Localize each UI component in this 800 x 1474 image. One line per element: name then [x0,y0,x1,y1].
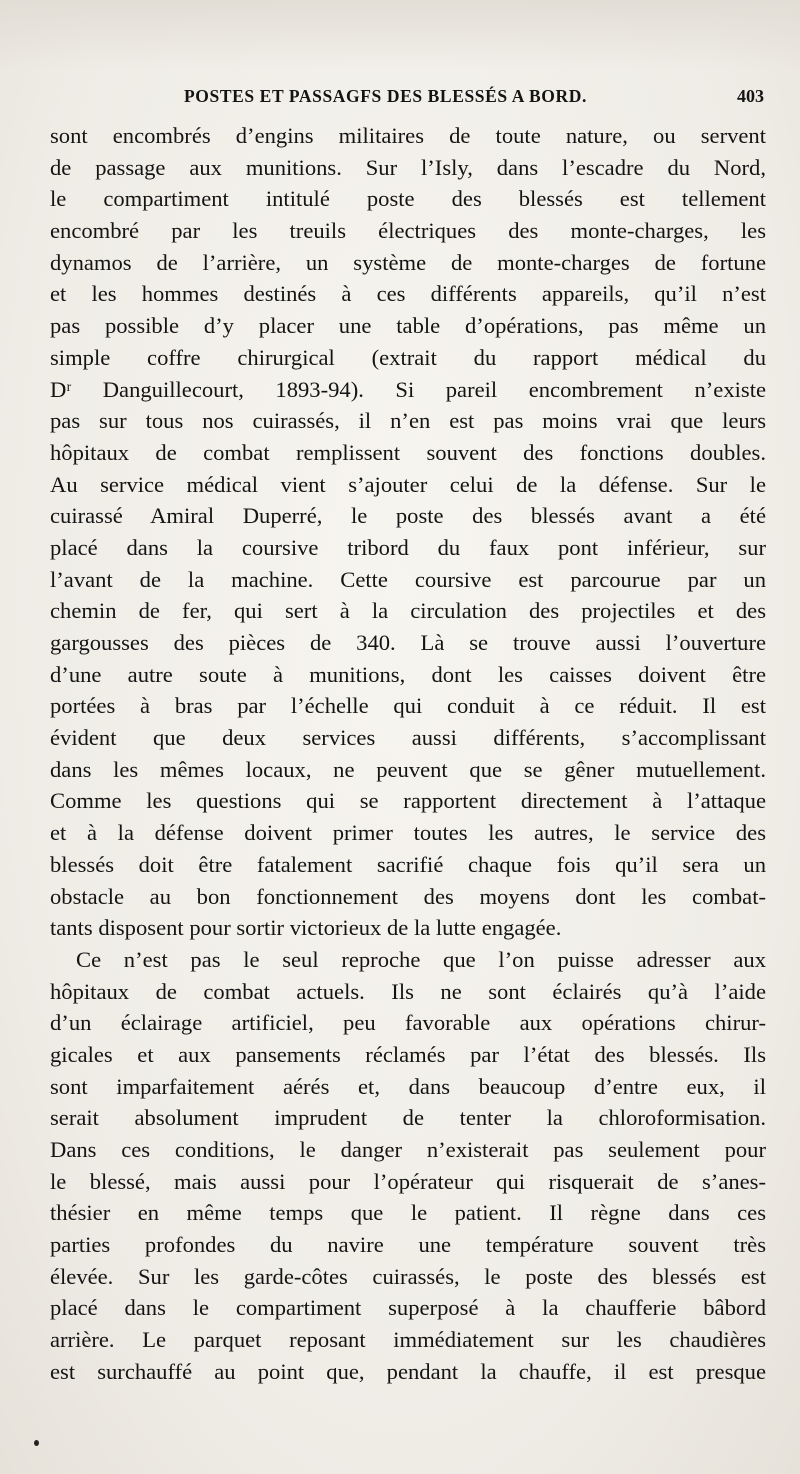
text-line: encombré par les treuils électriques des monte-charges, les [50,218,766,244]
text-line: de passage aux munitions. Sur l’Isly, dans l’escadre du Nord, [50,154,766,180]
text-line: dynamos de l’arrière, un système de monte-charges de fortune [50,249,766,275]
text-line: élevée. Sur les garde-côtes cuirassés, le poste des blessés est [50,1263,766,1289]
text-line: portées à bras par l’échelle qui conduit à ce réduit. Il est [50,693,766,719]
page-top-shading [0,0,800,70]
text-line: sont imparfaitement aérés et, dans beaucoup d’entre eux, il [50,1073,766,1099]
text-line: dans les mêmes locaux, ne peuvent que se gêner mutuellement. [50,756,766,782]
text-line: gargousses des pièces de 340. Là se trouve aussi l’ouverture [50,630,766,655]
text-line: le blessé, mais aussi pour l’opérateur qui risquerait de s’anes- [50,1168,766,1194]
page-number: 403 [737,86,764,106]
text-line: Dʳ Danguillecourt, 1893-94). Si pareil encombrement n’existe [50,376,766,402]
text-line: le compartiment intitulé poste des blessés est tellement [50,186,766,212]
text-line-paragraph-start: Ce n’est pas le seul reproche que l’on puisse adresser aux [76,946,766,972]
text-line: cuirassé Amiral Duperré, le poste des blessés avant a été [50,503,766,529]
text-line: blessés doit être fatalement sacrifié chaque fois qu’il sera un [50,851,766,877]
text-line: et à la défense doivent primer toutes les autres, le service des [50,820,766,846]
body-text [50,120,766,1388]
text-line: placé dans la coursive tribord du faux pont inférieur, sur [50,534,766,560]
text-line: et les hommes destinés à ces différents appareils, qu’il n’est [50,281,766,307]
text-line: gicales et aux pansements réclamés par l’état des blessés. Ils [50,1041,766,1067]
text-line: simple coffre chirurgical (extrait du rapport médical du [50,344,766,370]
running-head: POSTES ET PASSAGFS DES BLESSÉS A BORD. [184,86,587,106]
text-line: thésier en même temps que le patient. Il règne dans ces [50,1200,766,1226]
text-line: sont encombrés d’engins militaires de toute nature, ou servent [50,123,766,148]
text-line: évident que deux services aussi différents, s’accomplissant [50,725,766,751]
text-line: hôpitaux de combat actuels. Ils ne sont éclairés qu’à l’aide [50,978,766,1004]
ink-speck [34,1440,39,1446]
text-line: arrière. Le parquet reposant immédiatement sur les chaudières [50,1327,766,1353]
text-line: parties profondes du navire une température souvent très [50,1232,766,1258]
text-line: placé dans le compartiment superposé à la chaufferie bâbord [50,1295,766,1321]
text-line: Comme les questions qui se rapportent directement à l’attaque [50,788,766,814]
text-line: d’une autre soute à munitions, dont les caisses doivent être [50,661,766,687]
text-line: l’avant de la machine. Cette coursive est parcourue par un [50,566,766,592]
text-line: Dans ces conditions, le danger n’existerait pas seulement pour [50,1137,766,1162]
text-line: est surchauffé au point que, pendant la chauffe, il est presque [50,1358,766,1384]
text-line: pas sur tous nos cuirassés, il n’en est pas moins vrai que leurs [50,408,766,434]
text-line: hôpitaux de combat remplissent souvent des fonctions doubles. [50,439,766,465]
text-line: pas possible d’y placer une table d’opérations, pas même un [50,313,766,339]
text-line: tants disposent pour sortir victorieux de la lutte engagée. [50,915,562,941]
text-line: d’un éclairage artificiel, peu favorable aux opérations chirur- [50,1010,766,1036]
text-line: Au service médical vient s’ajouter celui de la défense. Sur le [50,471,766,497]
text-line: chemin de fer, qui sert à la circulation des projectiles et des [50,598,766,624]
page-header [54,86,764,112]
text-line: obstacle au bon fonctionnement des moyens dont les combat- [50,883,766,909]
text-line: serait absolument imprudent de tenter la chloroformisation. [50,1105,766,1131]
